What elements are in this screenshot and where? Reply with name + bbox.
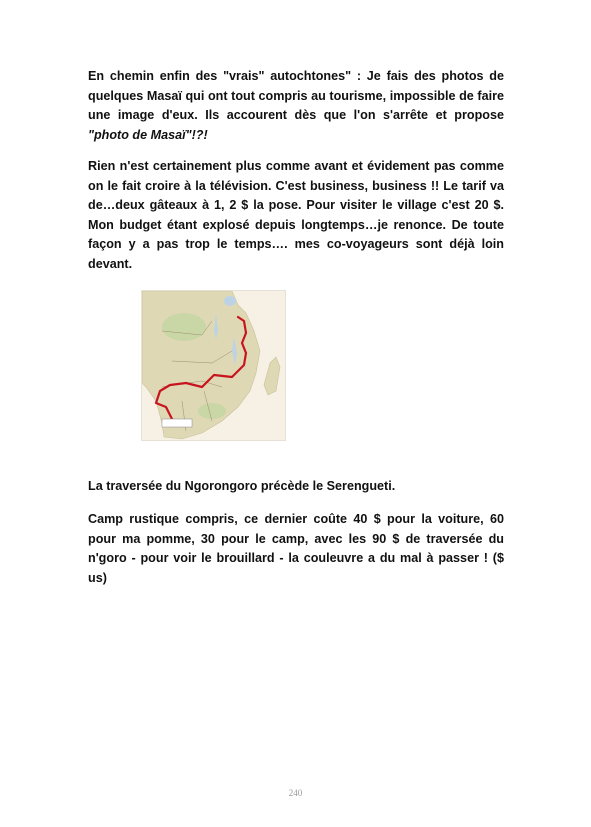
paragraph-masai (88, 67, 504, 145)
page-number: 240 (288, 788, 303, 798)
route-map-image (141, 290, 286, 441)
paragraph-masai-text: En chemin enfin des "vrais" autochtones" : Je fais des photos de quelques Masaï qui ont tout compris au tourisme, impossible de faire une image d'eux. Ils accourent dès que l'on s'arrête et propose (88, 69, 504, 123)
route-map-graphic (142, 291, 285, 440)
paragraph-camp-cost: Camp rustique compris, ce dernier coûte 40 $ pour la voiture, 60 pour ma pomme, 30 pour le camp, avec les 90 $ de traversée du n'goro - pour voir le brouillard - la couleuvre a du mal à passer ! ($ us) (88, 512, 504, 585)
paragraph-business: Rien n'est certainement plus comme avant et évidement pas comme on le fait croire à la télévision. C'est business, business !! Le tarif va de…deux gâteaux à 1, 2 $ la pose. Pour visiter le village c'est 20 $. Mon budget étant explosé depuis longtemps…je renonce. De toute façon y a pas trop le temps…. mes co-voyageurs sont déjà loin devant. (88, 159, 504, 271)
paragraph-masai-quote: "photo de Masaï"!?! (88, 127, 208, 142)
paragraph-ngorongoro: La traversée du Ngorongoro précède le Serengueti. (88, 479, 396, 493)
